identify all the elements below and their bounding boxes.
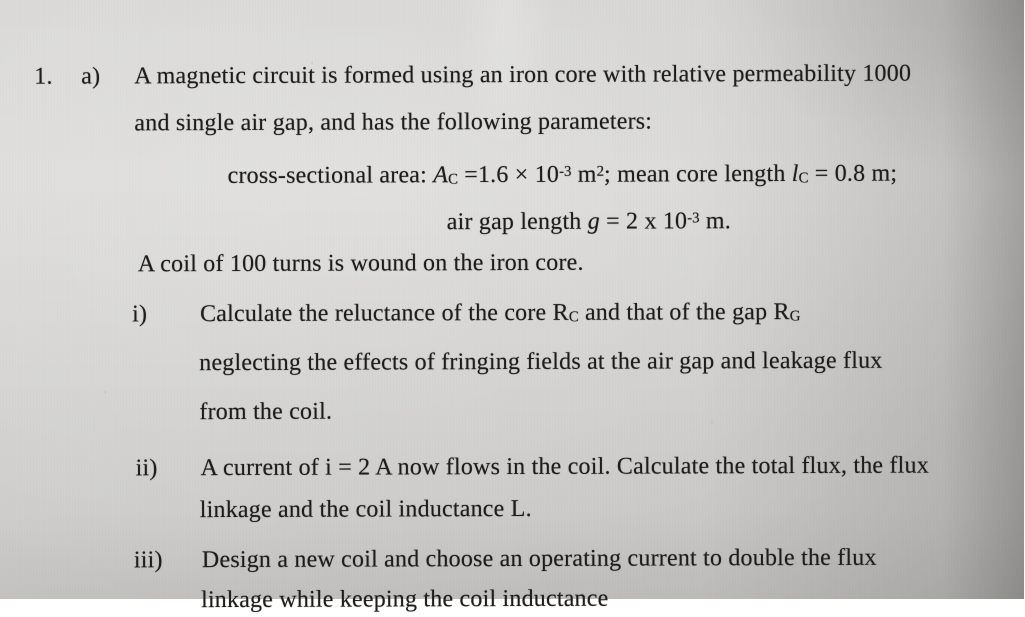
gap-value: = 2 x 10 [599, 208, 688, 235]
part-label: a) [81, 63, 101, 90]
parameter-line-area [228, 155, 898, 197]
item-iii-line-2-clipped: linkage while keeping the coil inductance [201, 585, 609, 614]
area-symbol-subscript: C [448, 171, 459, 188]
core-length-symbol: l [791, 160, 799, 187]
intro-line-2: and single air gap, and has the following parameters: [134, 108, 653, 137]
reluctance-core-subscript: C [568, 309, 579, 326]
area-exponent: -3 [559, 163, 572, 180]
gap-unit: m. [699, 208, 731, 235]
item-i-marker: i) [132, 301, 148, 328]
item-i-line-3: from the coil. [199, 398, 333, 426]
gap-symbol: g [587, 208, 600, 235]
item-i-text-1: Calculate the reluctance of the core R [200, 299, 569, 328]
area-unit: m [571, 161, 597, 188]
area-equation: =1.6 × 10 [457, 161, 560, 189]
gap-exponent: -3 [687, 210, 700, 227]
core-length-subscript: C [798, 170, 809, 187]
item-ii-line-2: linkage and the coil inductance L. [199, 495, 532, 524]
item-iii-line-1: Design a new coil and choose an operating current to double the flux [201, 544, 877, 574]
question-number: 1. [34, 63, 53, 90]
core-length-text: ; mean core length [603, 160, 792, 188]
area-prefix: cross-sectional area: [227, 162, 434, 189]
parameter-line-gap [447, 202, 731, 238]
item-i-line-2: neglecting the effects of fringing fields at the air gap and leakage flux [199, 347, 883, 377]
gap-prefix: air gap length [446, 208, 588, 236]
area-symbol: A [433, 162, 449, 189]
item-ii-line-1: A current of i = 2 A now flows in the coil. Calculate the total flux, the flux [200, 452, 929, 482]
item-ii-marker: ii) [135, 455, 158, 482]
coil-note: A coil of 100 turns is wound on the iron core. [137, 249, 584, 278]
reluctance-gap-subscript: G [789, 308, 801, 325]
core-length-value: = 0.8 m; [808, 160, 898, 187]
item-iii-marker: iii) [133, 547, 163, 574]
item-i-line-1 [200, 296, 801, 335]
item-i-text-2: and that of the gap R [578, 299, 790, 326]
intro-line-1: A magnetic circuit is formed using an iron core with relative permeability 1000 [134, 60, 912, 90]
area-unit-exponent: 2 [596, 163, 605, 180]
